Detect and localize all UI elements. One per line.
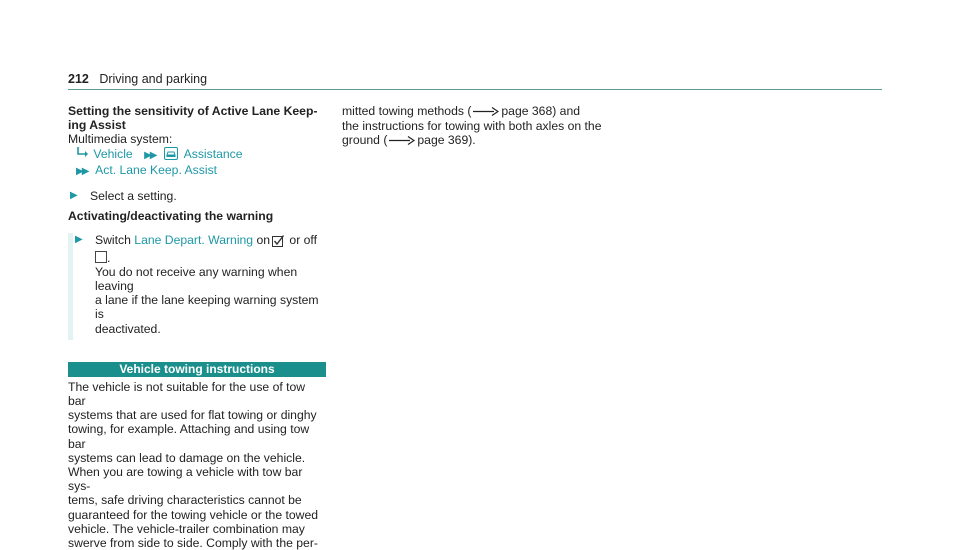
warning-instruction-block xyxy=(68,233,326,339)
intro-text: Multimedia system: xyxy=(68,132,173,147)
left-column xyxy=(68,104,326,550)
section-name: Driving and parking xyxy=(99,72,208,86)
checked-box-icon xyxy=(272,235,284,250)
double-chevron-icon: ▶▶ xyxy=(144,149,156,161)
towing-continued-line1: mitted towing methods ( page 368) and xyxy=(342,104,581,118)
car-assist-icon xyxy=(164,147,178,163)
unchecked-box-icon xyxy=(95,251,107,263)
double-chevron-icon: ▶▶ xyxy=(76,165,88,177)
setting-lane-depart-warning[interactable]: Lane Depart. Warning xyxy=(134,233,254,248)
page-header xyxy=(68,72,207,86)
header-rule xyxy=(68,89,882,90)
page-reference-arrow-icon xyxy=(389,134,415,148)
towing-section-title: Vehicle towing instructions xyxy=(68,362,326,377)
menu-act-lane-keep-assist[interactable]: Act. Lane Keep. Assist xyxy=(95,162,218,177)
step-select-setting: ▶ Select a setting. xyxy=(70,189,177,204)
menu-assistance[interactable]: Assistance xyxy=(183,146,243,161)
right-column xyxy=(342,104,612,149)
towing-continued-line2: the instructions for towing with both axles on the xyxy=(342,119,602,134)
step-triangle-icon: ▶ xyxy=(70,190,78,202)
section-heading: Setting the sensitivity of Active Lane Keep- ing Assist xyxy=(68,104,318,133)
towing-continued-line3: ground ( page 369). xyxy=(342,133,476,148)
page-reference-arrow-icon xyxy=(473,105,499,119)
menu-path-line2 xyxy=(68,163,326,179)
step-triangle-icon: ▶ xyxy=(75,234,83,246)
page-reference-368[interactable]: page 368 xyxy=(501,104,553,118)
step-switch-warning: ▶ Switch Lane Depart. Warning on or off . You do not receive any warning when leaving a lane if the lane keeping warning system is deactivated. xyxy=(75,233,319,336)
menu-path-line1 xyxy=(68,147,326,163)
return-arrow-icon xyxy=(76,147,90,161)
towing-paragraph: The vehicle is not suitable for the use of tow bar systems that are used for flat towing or dinghy towing, for example. Attaching and using tow bar systems can lead to damage on the vehicle. When you are towing a vehicle with tow bar sys- tems, safe driving characteristics cannot be guaranteed for the towing vehicle or the towed vehicle. The vehicle-trailer combination may swerve from side to side. Comply with the per- xyxy=(68,379,319,550)
subheading: Activating/deactivating the warning xyxy=(68,209,274,224)
page-reference-369[interactable]: page 369 xyxy=(417,133,469,148)
menu-vehicle[interactable]: Vehicle xyxy=(93,146,133,161)
page-number: 212 xyxy=(68,72,89,86)
